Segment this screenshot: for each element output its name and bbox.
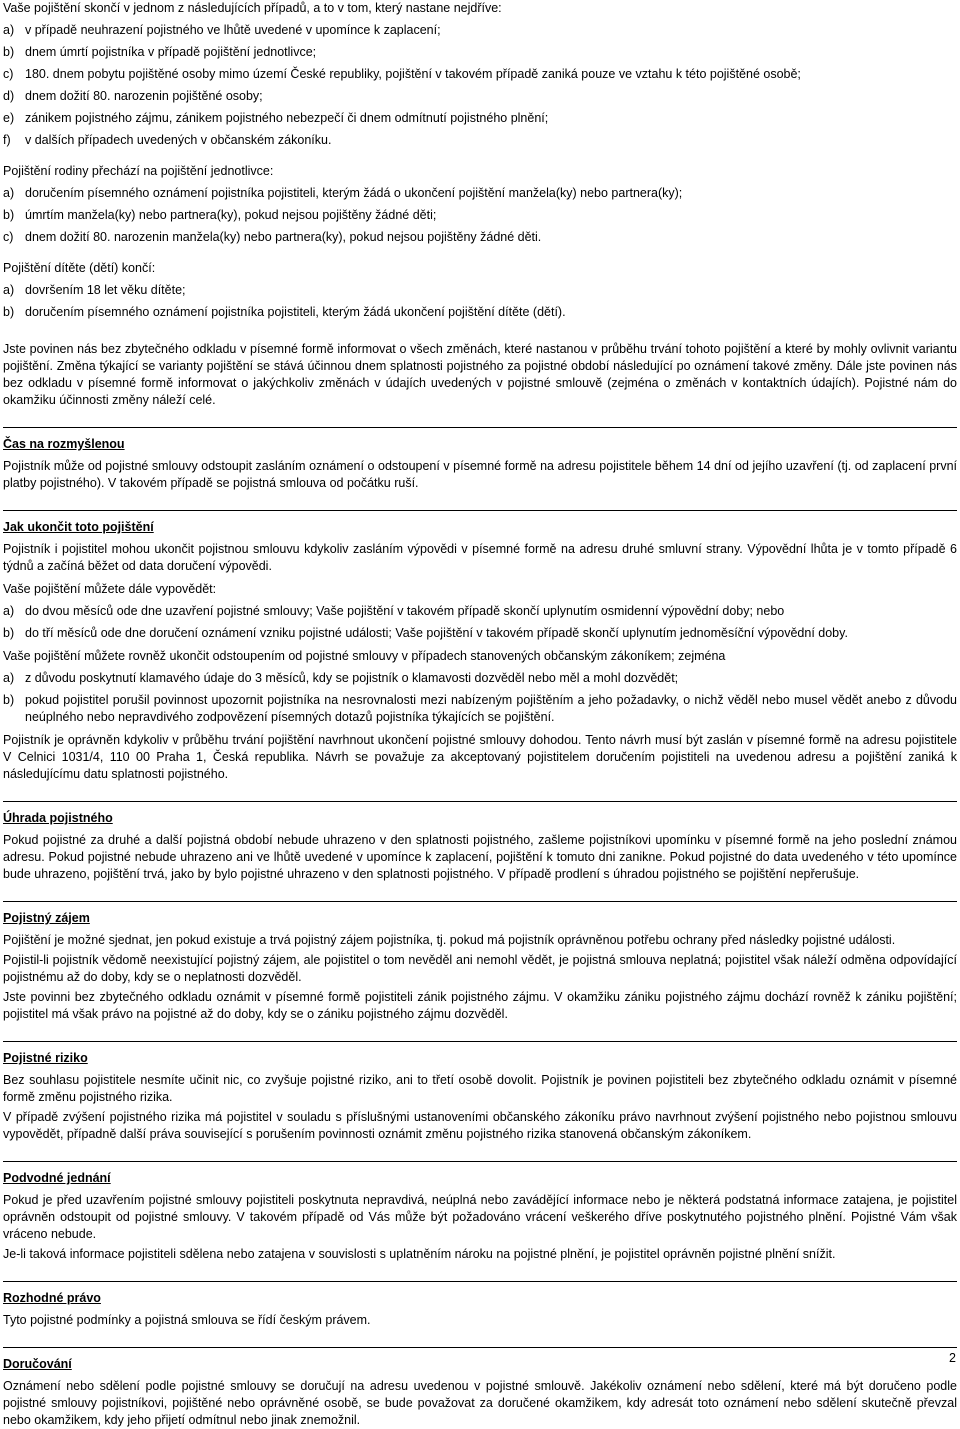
fraud-paragraph-2: Je-li taková informace pojistiteli sdělena nebo zatajena v souvislosti s uplatněním nároku na pojistné plnění, je pojistitel oprávněn pojistné plnění snížit. xyxy=(3,1247,836,1261)
item-text: do dvou měsíců ode dne uzavření pojistné smlouvy; Vaše pojištění v takovém případě skončí uplynutím osmidenní výpovědní doby; nebo xyxy=(25,604,785,618)
list-item xyxy=(3,692,957,726)
cancel-list-3 xyxy=(3,670,957,726)
section-title-fraud: Podvodné jednání xyxy=(3,1171,111,1185)
list-item xyxy=(3,66,957,83)
item-label: b) xyxy=(3,305,15,319)
cancel-intro-3: Vaše pojištění můžete rovněž ukončit odstoupením od pojistné smlouvy v případech stanovených občanským zákoníkem; zejména xyxy=(3,649,726,663)
item-text: 180. dnem pobytu pojištěné osoby mimo území České republiky, pojištění v takovém případě zaniká pouze ve vztahu k této pojištěné osobě; xyxy=(25,67,801,81)
payment-paragraph: Pokud pojistné za druhé a další pojistná období nebude uhrazeno v den splatnosti pojistného, zašleme pojistníkovi upomínku v písemné formě na jeho poslední známou adresu. Pokud pojistné nebude uhrazeno ani ve lhůtě uvedené v upomínce k zaplacení, pojištění k tomuto dni zanikne. Pokud pojistné do data uvedeného v této upomínce bude uhrazeno, pojištění trvá, jako by bylo pojistné uhrazeno v den splatnosti pojistného. V případě prodlení s úhradou pojistného se pojištění nepřerušuje. xyxy=(3,833,957,881)
item-text: v dalších případech uvedených v občanském zákoníku. xyxy=(25,133,332,147)
item-text: úmrtím manžela(ky) nebo partnera(ky), pokud nejsou pojištěny žádné děti; xyxy=(25,208,437,222)
item-label: b) xyxy=(3,208,15,222)
item-label: e) xyxy=(3,111,15,125)
section-title-cancel: Jak ukončit toto pojištění xyxy=(3,520,154,534)
section-divider xyxy=(3,901,957,902)
item-label: f) xyxy=(3,133,11,147)
item-text: v případě neuhrazení pojistného ve lhůtě uvedené v upomínce k zaplacení; xyxy=(25,23,441,37)
list-item xyxy=(3,282,957,299)
item-label: d) xyxy=(3,89,15,103)
list-item xyxy=(3,670,957,687)
section-title-cooling-off: Čas na rozmyšlenou xyxy=(3,437,125,451)
item-text: z důvodu poskytnutí klamavého údaje do 3 měsíců, kdy se pojistník o klamavosti dozvěděl nebo měl a mohl dozvědět; xyxy=(25,671,679,685)
list-item xyxy=(3,304,957,321)
item-label: a) xyxy=(3,186,15,200)
list-item xyxy=(3,22,957,39)
section-title-law: Rozhodné právo xyxy=(3,1291,101,1305)
document-page xyxy=(3,0,957,1429)
interest-paragraph-2: Pojistil-li pojistník vědomě neexistující pojistný zájem, ale pojistitel o tom nevěděl ani nemohl vědět, je pojistná smlouva neplatná; pojistitel však náleží odměna odpovídající pojistnému až do doby, kdy se o neplatnosti dozvěděl. xyxy=(3,953,957,984)
cooling-off-paragraph: Pojistník může od pojistné smlouvy odstoupit zasláním oznámení o odstoupení v písemné formě na adresu pojistitele během 14 dní od jejího uzavření (tj. od zaplacení první platby pojistného). V takovém případě se pojistná smlouva od počátku ruší. xyxy=(3,459,957,490)
section-title-delivery: Doručování xyxy=(3,1357,72,1371)
item-label: b) xyxy=(3,626,15,640)
item-text: dnem úmrtí pojistníka v případě pojištění jednotlivce; xyxy=(25,45,317,59)
item-text: doručením písemného oznámení pojistníka pojistiteli, kterým žádá ukončení pojištění dítěte (dětí). xyxy=(25,305,566,319)
item-text: do tří měsíců ode dne doručení oznámení vzniku pojistné události; Vaše pojištění v takovém případě skončí uplynutím jednoměsíční výpovědní doby. xyxy=(25,626,848,640)
cancel-paragraph-4: Pojistník je oprávněn kdykoliv v průběhu trvání pojištění navrhnout ukončení pojistné smlouvy dohodou. Tento návrh musí být zaslán v písemné formě na adresu pojistitele V Celnici 1031/4, 110 00 Praha 1, Česká republika. Návrh se považuje za akceptovaný pojistitelem doručením pojistiteli na uvedenou adresu a pojištění zaniká k následujícímu datu splatnosti pojistného. xyxy=(3,733,957,781)
cancel-paragraph-1: Pojistník i pojistitel mohou ukončit pojistnou smlouvu kdykoliv zasláním výpovědi v písemné formě na adresu druhé smluvní strany. Výpovědní lhůta je v tomto případě 6 týdnů a začíná běžet od data doručení výpovědi. xyxy=(3,542,957,573)
section-divider xyxy=(3,1281,957,1282)
item-text: dnem dožití 80. narozenin manžela(ky) nebo partnera(ky), pokud nejsou pojištěny žádné děti. xyxy=(25,230,542,244)
list-item xyxy=(3,603,957,620)
item-label: a) xyxy=(3,604,15,618)
fraud-paragraph-1: Pokud je před uzavřením pojistné smlouvy pojistiteli poskytnuta nepravdivá, neúplná nebo zavádějící informace nebo je některá podstatná informace zatajena, je pojistitel oprávněn odstoupit od pojistné smlouvy. V takovém případě od Vás může být požadováno vrácení veškerého dříve poskytnutého pojistného plnění. Pojistné Vám však vráceno nebude. xyxy=(3,1193,957,1241)
item-text: pokud pojistitel porušil povinnost upozornit pojistníka na nesrovnalosti mezi nabízeným pojištěním a jeho požadavky, o nichž věděl nebo musel vědět anebo z důvodu neúplného nebo nepravdivého zodpovězení písemných dotazů pojistníka týkajících se pojištění. xyxy=(25,693,957,724)
cancel-intro-2: Vaše pojištění můžete dále vypovědět: xyxy=(3,582,217,596)
list-item xyxy=(3,132,957,149)
obligation-paragraph: Jste povinen nás bez zbytečného odkladu v písemné formě informovat o všech změnách, které nastanou v průběhu trvání tohoto pojištění a které by mohly ovlivnit variantu pojištění. Změna týkající se varianty pojištění se stává účinnou dnem splatnosti pojistného za pojistné období následující po oznámení takové změny. Dále jste povinen nás bez odkladu v písemné formě informovat o jakýchkoliv změnách v údajích uvedených v pojistné smlouvě (zejména o změnách v kontaktních údajích). Pojistné nám do okamžiku účinnosti změny náleží celé. xyxy=(3,342,957,407)
list-item xyxy=(3,110,957,127)
section-divider xyxy=(3,1161,957,1162)
item-text: dnem dožití 80. narozenin pojištěné osoby; xyxy=(25,89,263,103)
section-divider xyxy=(3,1041,957,1042)
item-label: a) xyxy=(3,671,15,685)
child-list xyxy=(3,282,957,321)
list-item xyxy=(3,625,957,642)
termination-list xyxy=(3,22,957,149)
risk-paragraph-1: Bez souhlasu pojistitele nesmíte učinit nic, co zvyšuje pojistné riziko, ani to třetí osobě dovolit. Pojistník je povinen pojistiteli bez zbytečného odkladu oznámit v písemné formě změnu pojistného rizika. xyxy=(3,1073,957,1104)
list-item xyxy=(3,88,957,105)
list-item xyxy=(3,207,957,224)
page-number: 2 xyxy=(949,1351,956,1365)
list-item xyxy=(3,185,957,202)
item-label: b) xyxy=(3,45,15,59)
item-label: c) xyxy=(3,230,14,244)
item-label: a) xyxy=(3,283,15,297)
list-item xyxy=(3,229,957,246)
section-divider xyxy=(3,1347,957,1348)
item-text: zánikem pojistného zájmu, zánikem pojistného nebezpečí či dnem odmítnutí pojistného plnění; xyxy=(25,111,549,125)
cancel-list-2 xyxy=(3,603,957,642)
item-label: a) xyxy=(3,23,15,37)
item-text: dovršením 18 let věku dítěte; xyxy=(25,283,186,297)
section-title-interest: Pojistný zájem xyxy=(3,911,90,925)
termination-intro: Vaše pojištění skončí v jednom z následujících případů, a to v tom, který nastane nejdříve: xyxy=(3,1,502,15)
section-divider xyxy=(3,510,957,511)
family-list xyxy=(3,185,957,246)
item-label: c) xyxy=(3,67,14,81)
item-label: b) xyxy=(3,693,15,707)
item-text: doručením písemného oznámení pojistníka pojistiteli, kterým žádá o ukončení pojištění manžela(ky) nebo partnera(ky); xyxy=(25,186,683,200)
section-divider xyxy=(3,801,957,802)
risk-paragraph-2: V případě zvýšení pojistného rizika má pojistitel v souladu s příslušnými ustanoveními občanského zákoníku právo navrhnout zvýšení pojistného nebo pojistnou smlouvu vypovědět, případně další práva související s porušením povinnosti oznámit změnu pojistného rizika stanovená občanským zákoníkem. xyxy=(3,1110,957,1141)
section-title-payment: Úhrada pojistného xyxy=(3,811,113,825)
list-item xyxy=(3,44,957,61)
delivery-paragraph: Oznámení nebo sdělení podle pojistné smlouvy se doručují na adresu uvedenou v pojistné smlouvě. Jakékoliv oznámení nebo sdělení, které má být doručeno podle pojistné smlouvy pojistníkovi, pojištěné nebo oprávněné osobě, se bude považovat za doručené okamžikem, kdy adresát toto oznámení nebo sdělení skutečně převzal nebo okamžikem, kdy jeho přijetí odmítnul nebo jinak znemožnil. xyxy=(3,1379,957,1427)
family-intro: Pojištění rodiny přechází na pojištění jednotlivce: xyxy=(3,164,274,178)
interest-paragraph-3: Jste povinni bez zbytečného odkladu oznámit v písemné formě pojistiteli zánik pojistného zájmu. V okamžiku zániku pojistného zájmu dochází rovněž k zániku pojištění; pojistitel má však právo na pojistné až do doby, kdy se o zániku pojistného zájmu dozvěděl. xyxy=(3,990,957,1021)
section-divider xyxy=(3,427,957,428)
section-title-risk: Pojistné riziko xyxy=(3,1051,88,1065)
child-intro: Pojištění dítěte (dětí) končí: xyxy=(3,261,156,275)
interest-paragraph-1: Pojištění je možné sjednat, jen pokud existuje a trvá pojistný zájem pojistníka, tj. pokud má pojistník oprávněnou potřebu ochrany před následky pojistné události. xyxy=(3,933,896,947)
law-paragraph: Tyto pojistné podmínky a pojistná smlouva se řídí českým právem. xyxy=(3,1313,371,1327)
